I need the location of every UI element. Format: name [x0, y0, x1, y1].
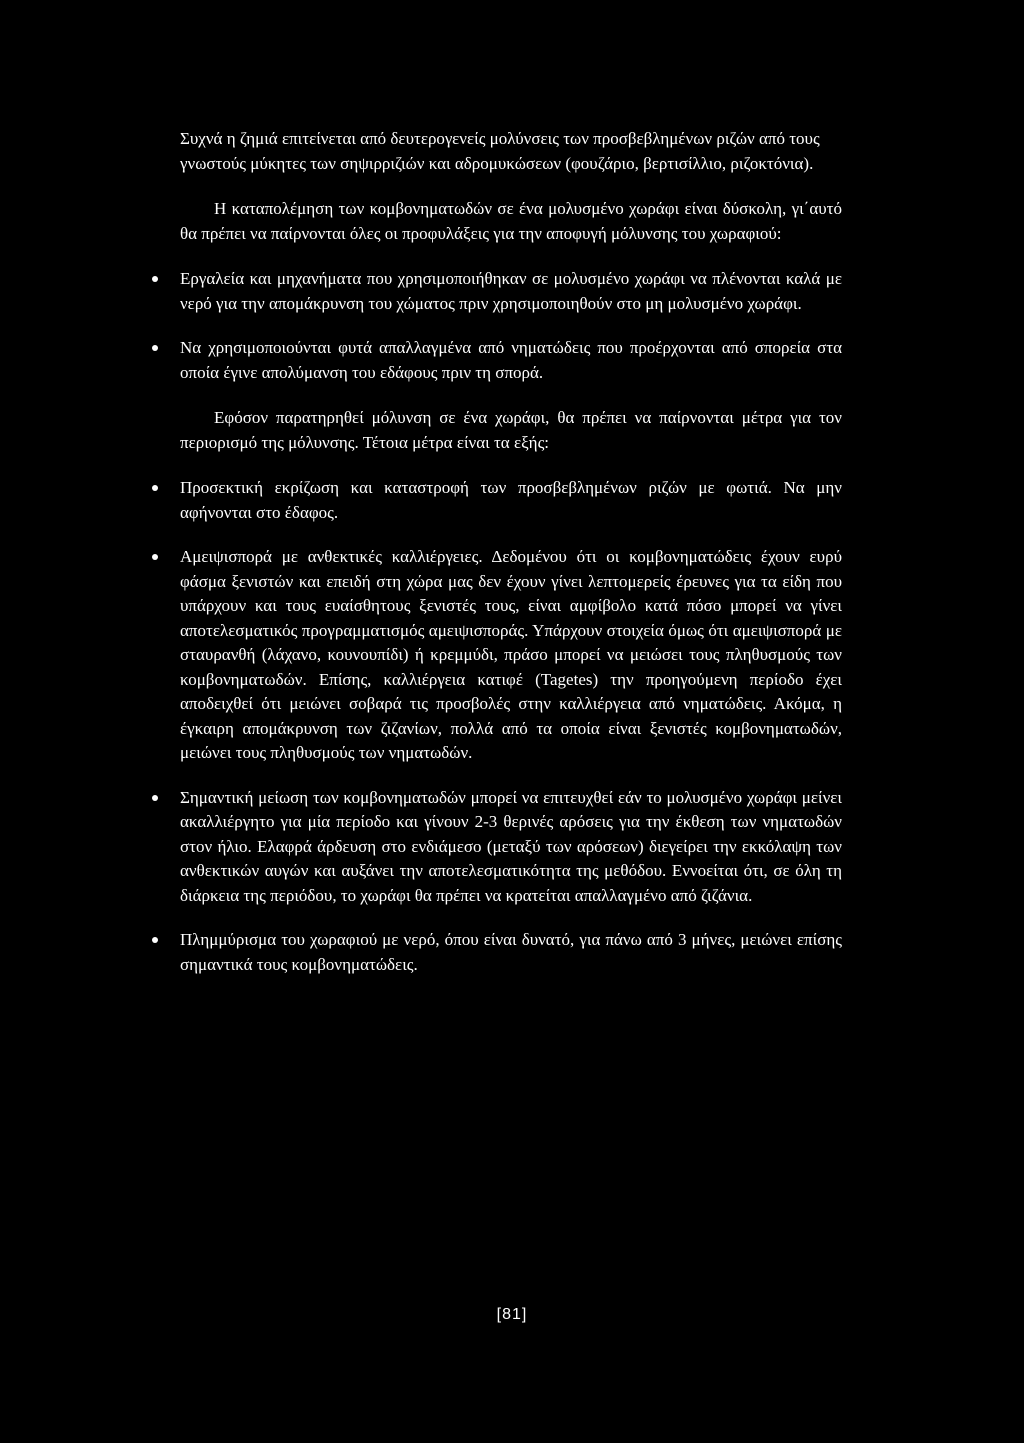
intro-paragraph: Συχνά η ζημιά επιτείνεται από δευτερογενείς μολύνσεις των προσβεβλημένων ριζών από τους γνωστούς μύκητες των σηψιρριζιών και αδρομυκώσεων (φουζάριο, βερτισίλλιο, ριζοκτόνια).: [180, 129, 820, 173]
list-item-text: Πλημμύρισμα του χωραφιού με νερό, όπου είναι δυνατό, για πάνω από 3 μήνες, μειώνει επίσης σημαντικά τους κομβονηματώδεις.: [180, 930, 842, 974]
document-page: [180, 127, 842, 998]
list-item: [180, 267, 842, 316]
control-paragraph: Η καταπολέμηση των κομβονηματωδών σε ένα μολυσμένο χωράφι είναι δύσκολη, γι΄αυτό θα πρέπει να παίρνονται όλες οι προφυλάξεις για την αποφυγή μόλυνσης του χωραφιού:: [180, 199, 842, 243]
list-item-text: Εργαλεία και μηχανήματα που χρησιμοποιήθηκαν σε μολυσμένο χωράφι να πλένονται καλά με νερό για την απομάκρυνση του χώματος πριν χρησιμοποιηθούν στο μη μολυσμένο χωράφι.: [180, 269, 842, 313]
measures-paragraph: Εφόσον παρατηρηθεί μόλυνση σε ένα χωράφι, θα πρέπει να παίρνονται μέτρα για τον περιορισμό της μόλυνσης. Τέτοια μέτρα είναι τα εξής:: [180, 408, 842, 452]
list-item: [180, 786, 842, 909]
bullet-icon: [152, 554, 158, 560]
list-item: [180, 545, 842, 766]
bullet-icon: [152, 485, 158, 491]
list-item-text: Προσεκτική εκρίζωση και καταστροφή των προσβεβλημένων ριζών με φωτιά. Να μην αφήνονται στο έδαφος.: [180, 478, 842, 522]
page-number: [81]: [496, 1306, 528, 1323]
list-item: [180, 928, 842, 977]
list-item-text: Σημαντική μείωση των κομβονηματωδών μπορεί να επιτευχθεί εάν το μολυσμένο χωράφι μείνει ακαλλιέργητο για μία περίοδο και γίνουν 2-3 θερινές αρόσεις για την έκθεση των νηματωδών στον ήλιο. Ελαφρά άρδευση στο ενδιάμεσο (μεταξύ των αρόσεων) διεγείρει την εκκόλαψη των ανθεκτικών αυγών και αυξάνει την αποτελεσματικότητα της μεθόδου. Εννοείται ότι, σε όλη τη διάρκεια της περιόδου, το χωράφι θα πρέπει να κρατείται απαλλαγμένο από ζιζάνια.: [180, 787, 842, 905]
list-item-text: Αμειψισπορά με ανθεκτικές καλλιέργειες. Δεδομένου ότι οι κομβονηματώδεις έχουν ευρύ φάσμα ξενιστών και επειδή στη χώρα μας δεν έχουν γίνει λεπτομερείς έρευνες για τα είδη που υπάρχουν και τους ευαίσθητους ξενιστές τους, είναι αμφίβολο κατά πόσο μπορεί να γίνει αποτελεσματικός προγραμματισμός αμειψισποράς. Υπάρχουν στοιχεία όμως ότι αμειψισπορά με σταυρανθή (λάχανο, κουνουπίδι) ή κρεμμύδι, πράσο μπορεί να μειώσει τους πληθυσμούς των κομβονηματωδών. Επίσης, καλλιέργεια κατιφέ (Tagetes) την προηγούμενη περίοδο έχει αποδειχθεί ότι μειώνει σοβαρά τις προσβολές στην καλλιέργεια από νηματώδεις. Ακόμα, η έγκαιρη απομάκρυνση των ζιζανίων, πολλά από τα οποία είναι ξενιστές κομβονηματωδών, μειώνει τους πληθυσμούς των νηματωδών.: [180, 547, 842, 762]
list-item: [180, 336, 842, 385]
measures-list: [180, 476, 842, 977]
list-item-text: Να χρησιμοποιούνται φυτά απαλλαγμένα από νηματώδεις που προέρχονται από σπορεία στα οποία έγινε απολύμανση του εδάφους πριν τη σπορά.: [180, 338, 842, 382]
bullet-icon: [152, 276, 158, 282]
bullet-icon: [152, 795, 158, 801]
prevention-list: [180, 267, 842, 385]
bullet-icon: [152, 937, 158, 943]
bullet-icon: [152, 345, 158, 351]
list-item: [180, 476, 842, 525]
